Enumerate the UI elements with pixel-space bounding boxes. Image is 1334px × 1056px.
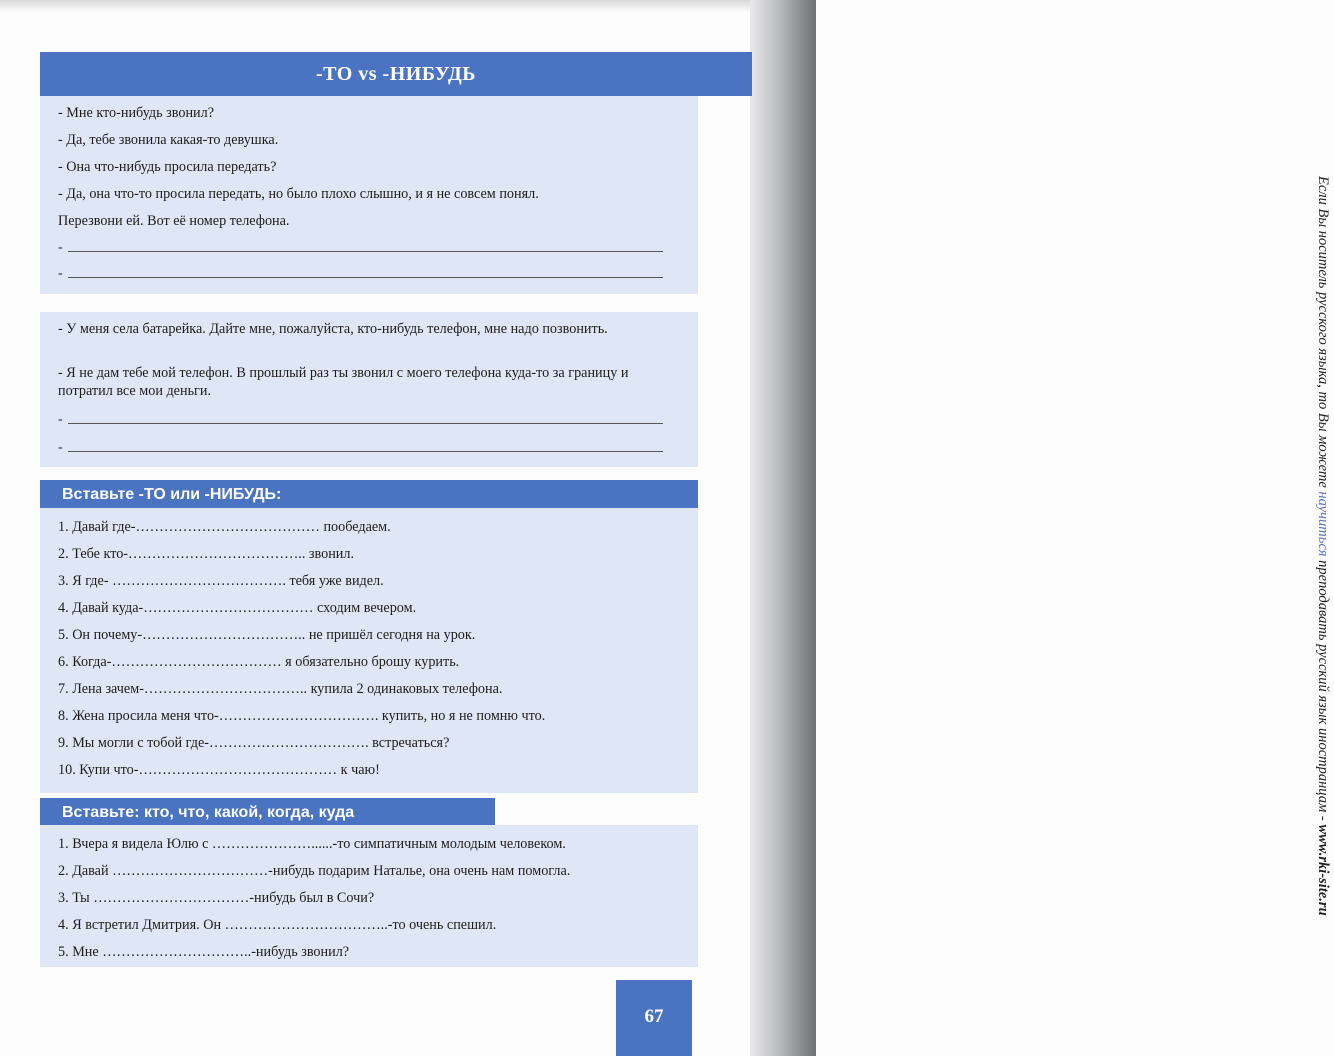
exercise-1-title: Вставьте -ТО или -НИБУДЬ: <box>40 480 698 510</box>
side-note-link[interactable]: научиться <box>1315 491 1331 557</box>
exercise-item[interactable]: 2. Давай ……………………………-нибудь подарим Наталье, она очень нам помогла. <box>58 863 571 879</box>
answer-dash: - <box>58 240 63 255</box>
exercise-item[interactable]: 1. Вчера я видела Юлю с …………………......-то симпатичным молодым человеком. <box>58 836 566 852</box>
dialog-line: - Да, тебе звонила какая-то девушка. <box>58 132 279 148</box>
exercise-item[interactable]: 2. Тебе кто-……………………………….. звонил. <box>58 546 355 562</box>
exercise-item[interactable]: 3. Ты ……………………………-нибудь был в Сочи? <box>58 890 375 906</box>
answer-line[interactable] <box>58 240 663 254</box>
side-note-text-1: Если Вы носитель русского языка, то Вы можете <box>1315 176 1331 492</box>
exercise-item[interactable]: 9. Мы могли с тобой где-……………………………. встречаться? <box>58 735 450 751</box>
page-title: -ТО vs -НИБУДЬ <box>40 52 752 96</box>
dialog-line: - У меня села батарейка. Дайте мне, пожалуйста, кто-нибудь телефон, мне надо позвонить. <box>58 321 608 337</box>
dialog-line: - Я не дам тебе мой телефон. В прошлый раз ты звонил с моего телефона куда-то за границу и потратил все мои деньги. <box>58 365 629 399</box>
dialog-panel-1 <box>40 96 698 294</box>
exercise-1-panel <box>40 508 698 793</box>
exercise-item[interactable]: 10. Купи что-…………………………………… к чаю! <box>58 762 380 778</box>
exercise-item[interactable]: 5. Мне …………………………..-нибудь звонил? <box>58 944 350 960</box>
exercise-2-panel <box>40 825 698 967</box>
book-spine <box>750 0 816 1056</box>
answer-dash: - <box>58 412 63 427</box>
exercise-item[interactable]: 5. Он почему-…………………………….. не пришёл сегодня на урок. <box>58 627 476 643</box>
dialog-line: - Мне кто-нибудь звонил? <box>58 105 215 121</box>
answer-dash: - <box>58 440 63 455</box>
answer-line[interactable] <box>58 412 663 426</box>
page-top-shadow <box>0 0 816 12</box>
exercise-item[interactable]: 8. Жена просила меня что-……………………………. купить, но я не помню что. <box>58 708 546 724</box>
exercise-item[interactable]: 4. Я встретил Дмитрия. Он ……………………………..-то очень спешил. <box>58 917 497 933</box>
exercise-item[interactable]: 4. Давай куда-……………………………… сходим вечером. <box>58 600 417 616</box>
answer-line[interactable] <box>58 266 663 280</box>
dialog-line: - Она что-нибудь просила передать? <box>58 159 277 175</box>
dialog-line: - Да, она что-то просила передать, но было плохо слышно, и я не совсем понял. <box>58 186 539 202</box>
answer-line[interactable] <box>58 440 663 454</box>
exercise-item[interactable]: 1. Давай где-………………………………… пообедаем. <box>58 519 391 535</box>
exercise-item[interactable]: 6. Когда-……………………………… я обязательно брошу курить. <box>58 654 460 670</box>
side-note-text-2: преподавать русский язык иностранцам - <box>1315 556 1331 825</box>
dialog-line: Перезвони ей. Вот её номер телефона. <box>58 213 290 229</box>
exercise-2-title: Вставьте: кто, что, какой, когда, куда <box>40 798 495 828</box>
side-note-url[interactable]: www.rki-site.ru <box>1315 824 1331 916</box>
page-number-box <box>616 980 692 1056</box>
exercise-item[interactable]: 7. Лена зачем-…………………………….. купила 2 одинаковых телефона. <box>58 681 503 697</box>
exercise-item[interactable]: 3. Я где- ………………………………. тебя уже видел. <box>58 573 384 589</box>
page-number: 67 <box>644 1006 664 1027</box>
answer-dash: - <box>58 266 63 281</box>
dialog-panel-2 <box>40 312 698 467</box>
side-note <box>1312 176 1334 976</box>
